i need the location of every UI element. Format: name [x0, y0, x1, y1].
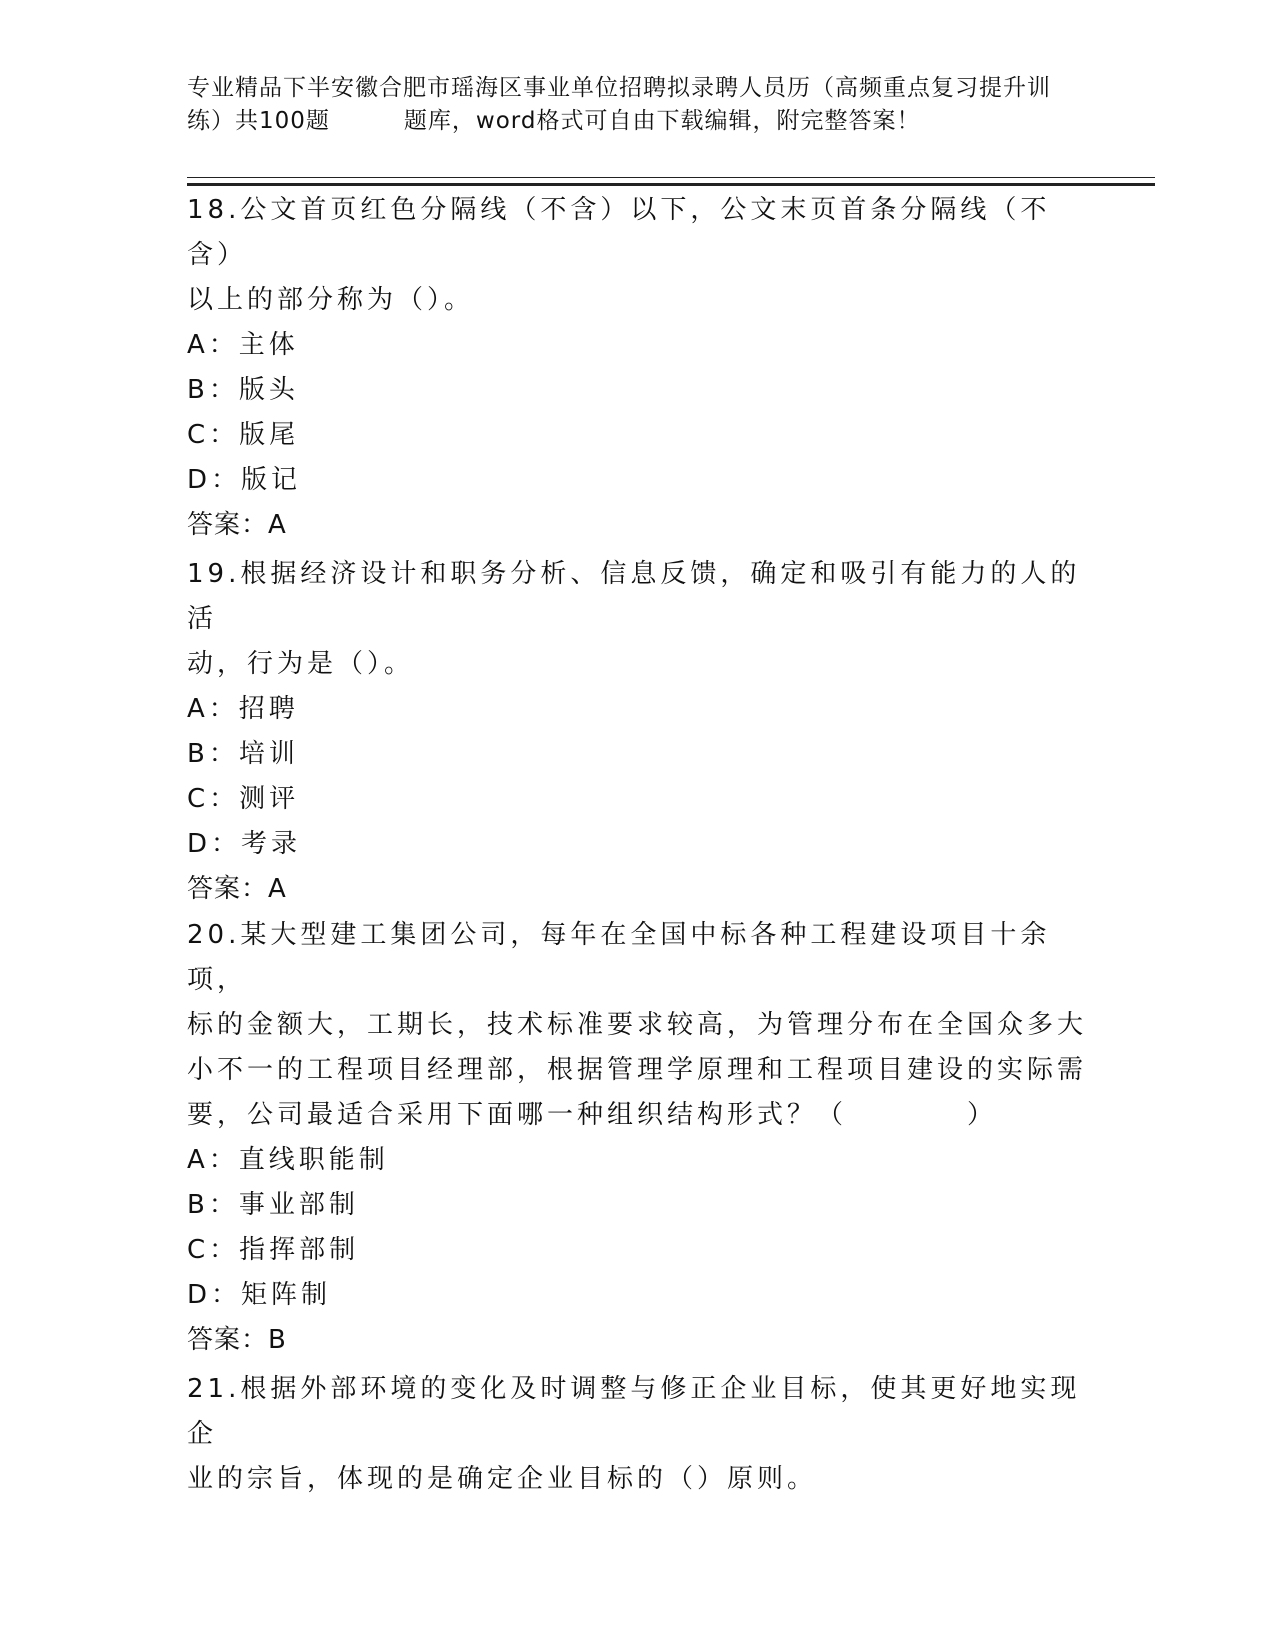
- option-a: A：主体: [187, 330, 299, 360]
- answer: 答案：A: [187, 874, 287, 904]
- question-20: [187, 913, 1087, 1363]
- question-18: [187, 188, 1087, 548]
- stem-line: 21.根据外部环境的变化及时调整与修正企业目标，使其更好地实现企: [187, 1374, 1081, 1449]
- header-line-1: 专业精品下半安徽合肥市瑶海区事业单位招聘拟录聘人员历（高频重点复习提升训: [187, 75, 1051, 101]
- question-stem: [187, 552, 1087, 687]
- option-b: B：版头: [187, 375, 299, 405]
- option-d: D：矩阵制: [187, 1280, 332, 1310]
- answer: 答案：A: [187, 510, 287, 540]
- stem-line: 20.某大型建工集团公司，每年在全国中标各种工程建设项目十余项，: [187, 920, 1051, 995]
- option-d: D：版记: [187, 465, 302, 495]
- header-divider-thin: [187, 177, 1155, 178]
- header-line-2: [187, 105, 1087, 138]
- option-b: B：培训: [187, 739, 299, 769]
- stem-line: 标的金额大，工期长，技术标准要求较高，为管理分布在全国众多大: [187, 1010, 1088, 1040]
- question-stem: [187, 1367, 1087, 1502]
- question-stem: [187, 188, 1087, 323]
- option-a: A：招聘: [187, 694, 299, 724]
- header-line-2-right: 题库，word格式可自由下载编辑，附完整答案！: [403, 108, 921, 134]
- document-header: [187, 72, 1087, 138]
- option-d: D：考录: [187, 829, 302, 859]
- option-a: A：直线职能制: [187, 1145, 389, 1175]
- question-21: [187, 1367, 1087, 1502]
- option-c: C：测评: [187, 784, 300, 814]
- option-c: C：版尾: [187, 420, 300, 450]
- stem-line: 动，行为是（）。: [187, 649, 415, 679]
- stem-line: 小不一的工程项目经理部，根据管理学原理和工程项目建设的实际需: [187, 1055, 1088, 1085]
- stem-line: 19.根据经济设计和职务分析、信息反馈，确定和吸引有能力的人的活: [187, 559, 1081, 634]
- header-divider-thick: [187, 183, 1155, 186]
- question-stem: [187, 913, 1087, 1138]
- option-b: B：事业部制: [187, 1190, 359, 1220]
- question-19: [187, 552, 1087, 912]
- option-c: C：指挥部制: [187, 1235, 360, 1265]
- answer: 答案：B: [187, 1325, 287, 1355]
- stem-line: 业的宗旨，体现的是确定企业目标的（）原则。: [187, 1464, 818, 1494]
- stem-line: 要，公司最适合采用下面哪一种组织结构形式？（ ）: [187, 1100, 998, 1130]
- stem-line: 18.公文首页红色分隔线（不含）以下，公文末页首条分隔线（不含）: [187, 195, 1051, 270]
- stem-line: 以上的部分称为（）。: [187, 285, 475, 315]
- header-line-2-left: 练）共100题: [187, 108, 330, 134]
